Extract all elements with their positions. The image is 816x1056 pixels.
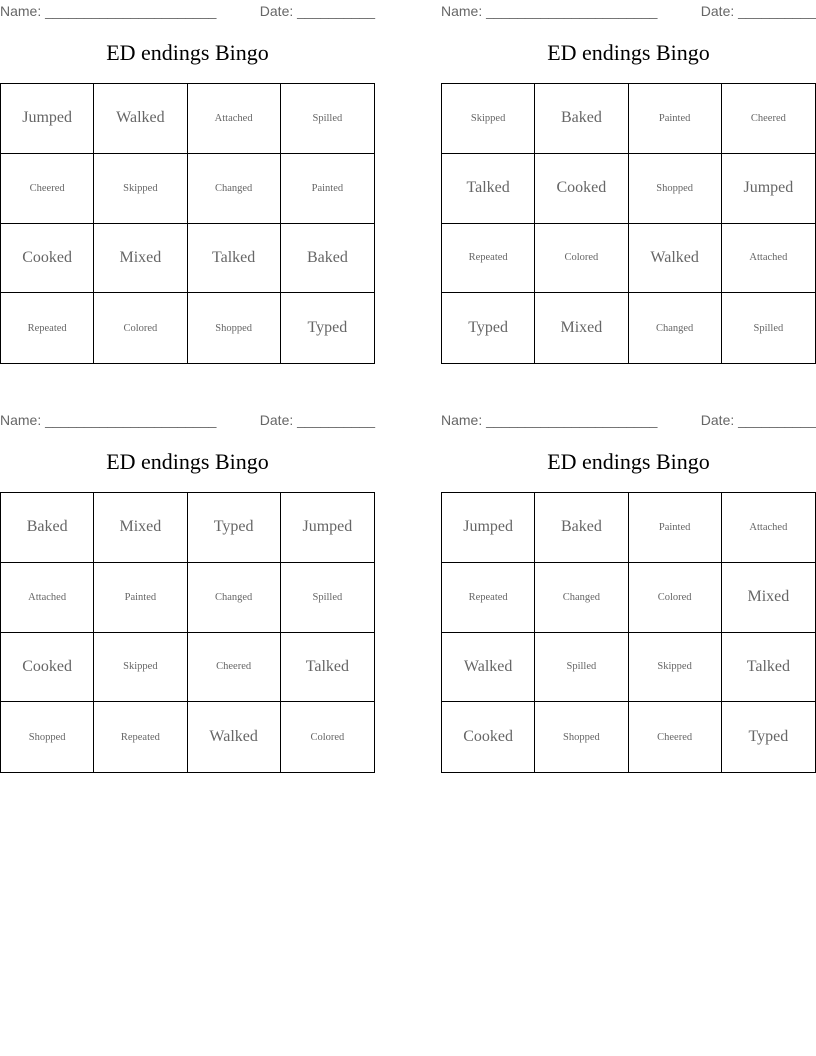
bingo-cell: Repeated: [442, 563, 535, 633]
bingo-cell: Shopped: [629, 154, 722, 224]
bingo-cell: Jumped: [442, 493, 535, 563]
date-field: Date: __________: [259, 412, 375, 428]
bingo-cell: Skipped: [94, 154, 187, 224]
bingo-cell: Attached: [188, 84, 281, 154]
name-date-row: [441, 409, 816, 431]
bingo-cell: Walked: [94, 84, 187, 154]
name-field: Name: ______________________: [441, 3, 658, 19]
card-title: ED endings Bingo: [106, 40, 269, 65]
bingo-cell: Mixed: [722, 563, 815, 633]
bingo-cell: Skipped: [442, 84, 535, 154]
bingo-grid: [0, 492, 375, 773]
bingo-grid: [441, 492, 816, 773]
bingo-cell: Cooked: [442, 702, 535, 772]
bingo-cell: Painted: [629, 84, 722, 154]
bingo-cell: Talked: [281, 633, 374, 703]
bingo-cell: Colored: [310, 731, 345, 743]
name-field: Name: ______________________: [0, 412, 217, 428]
bingo-cell: Shopped: [188, 293, 281, 363]
bingo-cell: Cooked: [1, 224, 94, 294]
bingo-cell: Repeated: [1, 293, 94, 363]
bingo-grid: [441, 83, 816, 364]
bingo-cell: Mixed: [94, 224, 187, 294]
bingo-cell: Skipped: [94, 633, 187, 703]
bingo-cell: Typed: [188, 493, 281, 563]
date-field: Date: __________: [700, 3, 816, 19]
bingo-cell: Spilled: [281, 84, 374, 154]
bingo-cell: Changed: [629, 293, 722, 363]
bingo-cell: Changed: [188, 563, 281, 633]
name-field: Name: ______________________: [0, 3, 217, 19]
card-title: ED endings Bingo: [106, 449, 269, 474]
bingo-cell: Cheered: [629, 702, 722, 772]
bingo-cell: Painted: [94, 563, 187, 633]
card-title: ED endings Bingo: [547, 449, 710, 474]
bingo-cell: Cheered: [722, 84, 815, 154]
bingo-cell: Colored: [94, 293, 187, 363]
bingo-cell: Cooked: [1, 633, 94, 703]
bingo-cell: Changed: [535, 563, 628, 633]
bingo-cell: Painted: [629, 493, 722, 563]
bingo-cell: Shopped: [1, 702, 94, 772]
bingo-cell: Baked: [535, 493, 628, 563]
bingo-cell: Repeated: [442, 224, 535, 294]
name-date-row: [0, 409, 375, 431]
bingo-cell: Mixed: [535, 293, 628, 363]
bingo-cell: Spilled: [753, 322, 784, 334]
bingo-cell: Typed: [307, 319, 348, 337]
bingo-cell: Cheered: [1, 154, 94, 224]
bingo-cell: Attached: [722, 493, 815, 563]
bingo-grid: [0, 83, 375, 364]
bingo-cell: Jumped: [1, 84, 94, 154]
bingo-cell: Talked: [722, 633, 815, 703]
bingo-cell: Shopped: [535, 702, 628, 772]
bingo-cell: Typed: [748, 728, 789, 746]
bingo-cell: Walked: [629, 224, 722, 294]
date-field: Date: __________: [700, 412, 816, 428]
bingo-cell: Skipped: [629, 633, 722, 703]
name-field: Name: ______________________: [441, 412, 658, 428]
bingo-cell: Spilled: [281, 563, 374, 633]
bingo-cell: Spilled: [535, 633, 628, 703]
bingo-cell: Talked: [188, 224, 281, 294]
bingo-cell: Typed: [442, 293, 535, 363]
bingo-cell: Colored: [629, 563, 722, 633]
bingo-cell: Jumped: [722, 154, 815, 224]
card-title: ED endings Bingo: [547, 40, 710, 65]
name-date-row: [441, 0, 816, 22]
bingo-cell: Jumped: [281, 493, 374, 563]
bingo-cell: Mixed: [94, 493, 187, 563]
bingo-cell: Colored: [535, 224, 628, 294]
bingo-cell: Baked: [1, 493, 94, 563]
bingo-cell: Cooked: [535, 154, 628, 224]
bingo-cell: Walked: [442, 633, 535, 703]
bingo-cell: Changed: [188, 154, 281, 224]
bingo-cell: Attached: [722, 224, 815, 294]
bingo-cell: Baked: [535, 84, 628, 154]
name-date-row: [0, 0, 375, 22]
bingo-cell: Cheered: [188, 633, 281, 703]
date-field: Date: __________: [259, 3, 375, 19]
bingo-cell: Repeated: [94, 702, 187, 772]
bingo-cell: Talked: [442, 154, 535, 224]
bingo-cell: Walked: [188, 702, 281, 772]
bingo-cell: Attached: [1, 563, 94, 633]
bingo-cell: Baked: [281, 224, 374, 294]
bingo-cell: Painted: [281, 154, 374, 224]
